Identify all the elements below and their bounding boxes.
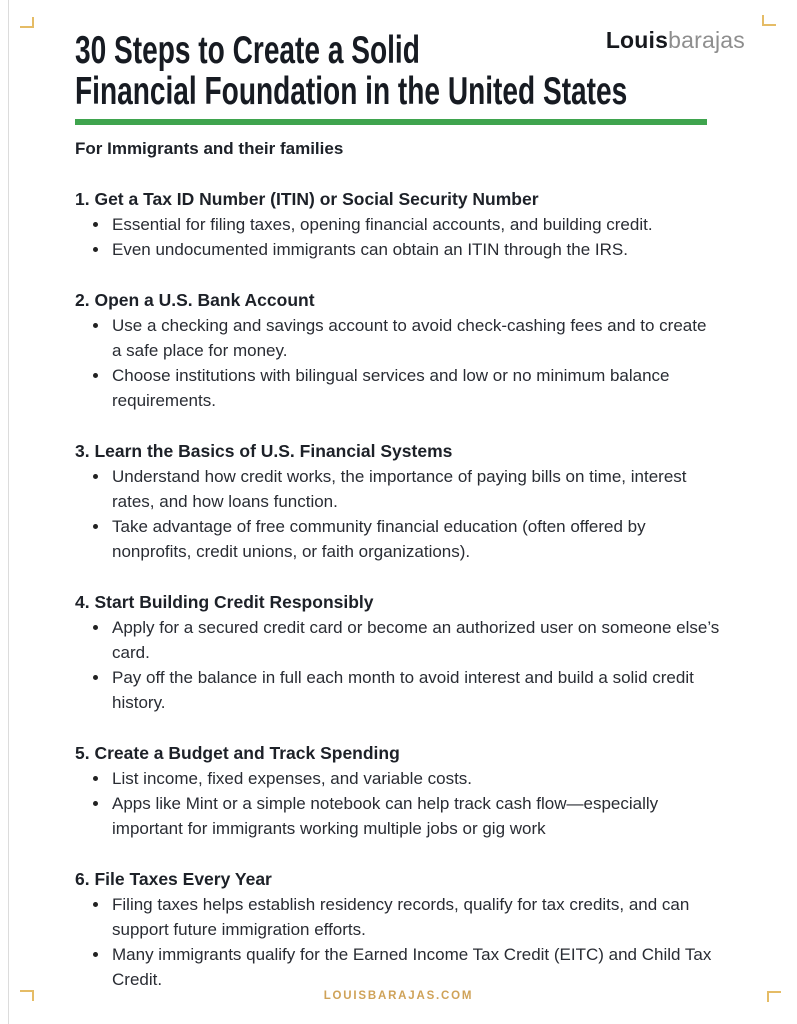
bullet-dot [93,776,98,781]
step-section-6 [75,867,720,992]
bullet-dot [93,625,98,630]
bullet-dot [93,801,98,806]
step-heading: 1. Get a Tax ID Number (ITIN) or Social Security Number [75,189,539,209]
logo-text-bold: Louis [605,27,669,53]
bullet-dot [93,323,98,328]
bullet-item [75,514,720,564]
bullet-dot [93,902,98,907]
step-section-1 [75,187,720,262]
bullet-text: List income, fixed expenses, and variable costs. [112,769,473,788]
page-footer [0,986,797,1004]
bullet-text: Many immigrants qualify for the Earned Income Tax Credit (EITC) and Child Tax Credit. [112,945,712,989]
page-subtitle: For Immigrants and their families [75,139,344,158]
bullet-item [75,363,720,413]
bullet-item [75,313,720,363]
bullet-item [75,766,720,791]
bullet-item [75,237,720,262]
step-heading: 6. File Taxes Every Year [75,869,272,889]
bullet-text: Choose institutions with bilingual services and low or no minimum balance requirements. [112,366,670,410]
page-header [0,0,797,161]
bullet-dot [93,373,98,378]
step-heading: 5. Create a Budget and Track Spending [75,743,400,763]
step-bullets [75,892,720,992]
step-heading: 3. Learn the Basics of U.S. Financial Systems [75,441,453,461]
logo-text-light: barajas [668,27,745,53]
bullet-item [75,464,720,514]
bullet-item [75,212,720,237]
bullet-text: Understand how credit works, the importance of paying bills on time, interest rates, and how loans function. [112,467,687,511]
bullet-item [75,942,720,992]
bullet-dot [93,524,98,529]
steps-list [75,187,720,992]
bullet-text: Use a checking and savings account to avoid check-cashing fees and to create a safe place for money. [112,316,707,360]
footer-link[interactable]: LOUISBARAJAS.COM [323,990,474,1002]
step-bullets [75,313,720,413]
bullet-text: Apps like Mint or a simple notebook can help track cash flow—especially important for immigrants working multiple jobs or gig work [112,794,659,838]
bullet-dot [93,675,98,680]
bullet-text: Take advantage of free community financial education (often offered by nonprofits, credit unions, or faith organizations). [112,517,646,561]
title-line-1: 30 Steps to Create a Solid [75,29,420,72]
bullet-text: Pay off the balance in full each month to avoid interest and build a solid credit history. [112,668,694,712]
step-bullets [75,766,720,841]
bullet-text: Essential for filing taxes, opening financial accounts, and building credit. [112,215,653,234]
bullet-text: Filing taxes helps establish residency records, qualify for tax credits, and can support future immigration efforts. [112,895,690,939]
step-bullets [75,615,720,715]
bullet-item [75,791,720,841]
bullet-item [75,665,720,715]
bullet-dot [93,247,98,252]
step-section-4 [75,590,720,715]
bullet-item [75,615,720,665]
title-line-2: Financial Foundation in the United States [75,70,628,113]
bullet-item [75,892,720,942]
step-heading: 4. Start Building Credit Responsibly [75,592,374,612]
bullet-dot [93,222,98,227]
bullet-text: Even undocumented immigrants can obtain an ITIN through the IRS. [112,240,628,259]
step-section-2 [75,288,720,413]
bullet-text: Apply for a secured credit card or become an authorized user on someone else’s card. [112,618,720,662]
step-bullets [75,464,720,564]
step-section-3 [75,439,720,564]
bullet-dot [93,474,98,479]
bullet-dot [93,952,98,957]
step-bullets [75,212,720,262]
brand-logo [606,27,745,54]
step-section-5 [75,741,720,841]
step-heading: 2. Open a U.S. Bank Account [75,290,315,310]
green-divider [75,119,707,125]
